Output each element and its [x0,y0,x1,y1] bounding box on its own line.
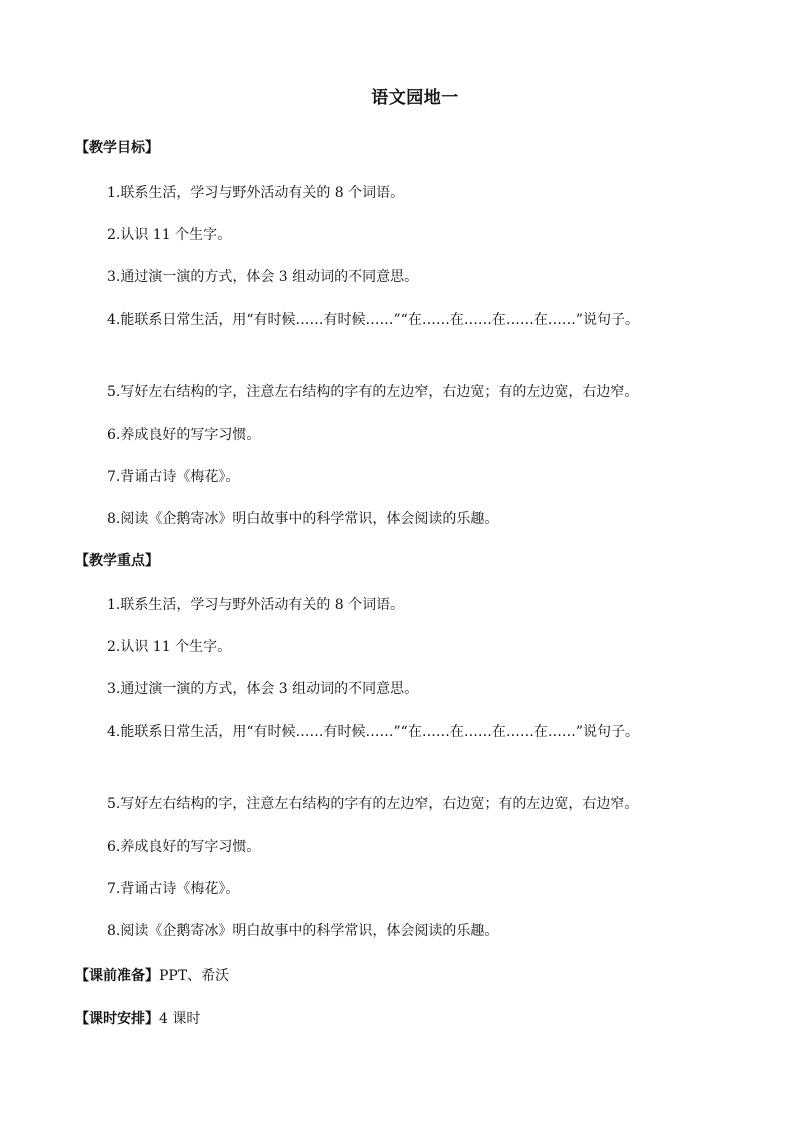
section-heading-label: 【教学重点】 [75,553,159,569]
preparation-value: PPT、希沃 [159,968,230,984]
objective-item-4: 4.能联系日常生活，用“有时候……有时候……”“在……在……在……在……”说句子。 [107,312,639,328]
key-point-item-1: 1.联系生活，学习与野外活动有关的 8 个词语。 [107,597,405,613]
objective-item-7: 7.背诵古诗《梅花》。 [107,469,240,485]
objective-item-5: 5.写好左右结构的字，注意左右结构的字有的左边窄，右边宽；有的左边宽，右边窄。 [107,384,639,400]
key-point-item-8: 8.阅读《企鹅寄冰》明白故事中的科学常识，体会阅读的乐趣。 [107,923,499,939]
key-point-item-4: 4.能联系日常生活，用“有时候……有时候……”“在……在……在……在……”说句子。 [107,724,639,740]
preparation-label: 【课前准备】 [75,968,159,984]
section-heading-key-points [75,551,159,571]
objective-item-2: 2.认识 11 个生字。 [107,227,232,243]
key-point-item-2: 2.认识 11 个生字。 [107,639,232,655]
key-point-item-7: 7.背诵古诗《梅花》。 [107,881,240,897]
section-heading-label: 【教学目标】 [75,140,159,156]
preparation-line [75,966,229,986]
document-title: 语文园地一 [371,88,459,108]
section-heading-objectives [75,138,159,158]
objective-item-8: 8.阅读《企鹅寄冰》明白故事中的科学常识，体会阅读的乐趣。 [107,511,499,527]
objective-item-3: 3.通过演一演的方式，体会 3 组动词的不同意思。 [107,269,419,285]
schedule-value: 4 课时 [159,1011,201,1027]
schedule-label: 【课时安排】 [75,1011,159,1027]
objective-item-6: 6.养成良好的写字习惯。 [107,427,261,443]
objective-item-1: 1.联系生活，学习与野外活动有关的 8 个词语。 [107,185,405,201]
schedule-line [75,1009,200,1029]
key-point-item-5: 5.写好左右结构的字，注意左右结构的字有的左边窄，右边宽；有的左边宽，右边窄。 [107,796,639,812]
key-point-item-3: 3.通过演一演的方式，体会 3 组动词的不同意思。 [107,681,419,697]
key-point-item-6: 6.养成良好的写字习惯。 [107,839,261,855]
